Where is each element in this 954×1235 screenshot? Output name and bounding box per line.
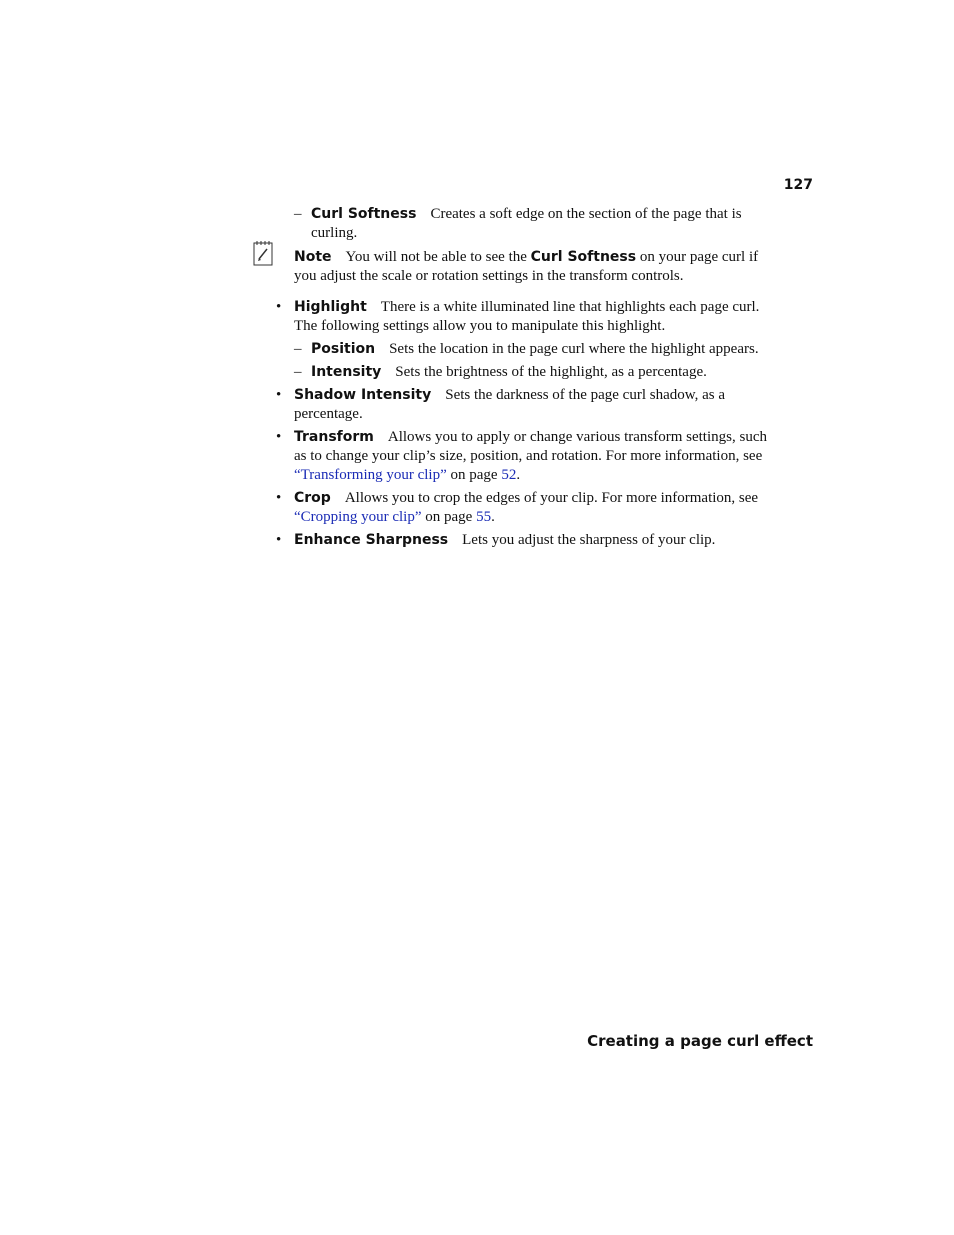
shadow-intensity-description: Sets the darkness of the page curl shadow, as a percentage. [294, 387, 726, 422]
term-crop: Crop [294, 490, 331, 506]
bullet-item-highlight [276, 298, 772, 336]
transform-description: Allows you to apply or change various transform settings, such as to change your clip’s size, position, and rotation. For more information, see [294, 429, 767, 464]
bullet-marker: • [276, 490, 282, 506]
page-55-link[interactable]: 55 [476, 509, 492, 525]
bullet-item-transform [276, 428, 772, 485]
note-text-before: You will not be able to see the [345, 249, 531, 265]
on-page-text: on page [421, 509, 477, 525]
bullet-marker: • [276, 532, 282, 548]
page-content [276, 205, 772, 554]
term-position: Position [311, 341, 376, 357]
transforming-your-clip-link[interactable]: “Transforming your clip” [294, 467, 447, 483]
dash-marker: – [294, 364, 302, 380]
term-transform: Transform [294, 429, 374, 445]
note-term: Curl Softness [530, 249, 637, 265]
on-page-text: on page [446, 467, 502, 483]
sub-item-position [276, 340, 772, 359]
bullet-marker: • [276, 387, 282, 403]
term-intensity: Intensity [311, 364, 382, 380]
page-number: 127 [783, 177, 813, 193]
bullet-item-shadow-intensity [276, 386, 772, 424]
bullet-marker: • [276, 299, 282, 315]
notepad-pencil-icon [253, 240, 273, 266]
note-label: Note [294, 249, 332, 265]
cropping-your-clip-link[interactable]: “Cropping your clip” [294, 509, 422, 525]
intensity-description: Sets the brightness of the highlight, as a percentage. [395, 364, 707, 380]
term-shadow-intensity: Shadow Intensity [294, 387, 432, 403]
period: . [491, 509, 495, 525]
term-curl-softness: Curl Softness [311, 206, 417, 222]
enhance-sharpness-description: Lets you adjust the sharpness of your clip. [462, 532, 716, 548]
curl-softness-description: Creates a soft edge on the section of the page that is curling. [311, 206, 742, 241]
note-block [276, 248, 772, 286]
term-enhance-sharpness: Enhance Sharpness [294, 532, 449, 548]
highlight-description: There is a white illuminated line that highlights each page curl. The following settings allow you to manipulate this highlight. [294, 299, 760, 334]
sub-item-intensity [276, 363, 772, 382]
running-footer: Creating a page curl effect [587, 1032, 813, 1050]
period: . [516, 467, 521, 483]
bullet-marker: • [276, 429, 282, 445]
bullet-item-crop [276, 489, 772, 527]
term-highlight: Highlight [294, 299, 367, 315]
bullet-item-enhance-sharpness [276, 531, 772, 550]
dash-marker: – [294, 341, 302, 357]
position-description: Sets the location in the page curl where the highlight appears. [389, 341, 759, 357]
crop-description: Allows you to crop the edges of your clip. For more information, see [344, 490, 759, 506]
page-52-link[interactable]: 52 [501, 467, 517, 483]
sub-item-curl-softness [276, 205, 772, 243]
note-text-after: on your page curl if you adjust the scale or rotation settings in the transform controls. [294, 249, 759, 284]
dash-marker: – [294, 206, 302, 222]
